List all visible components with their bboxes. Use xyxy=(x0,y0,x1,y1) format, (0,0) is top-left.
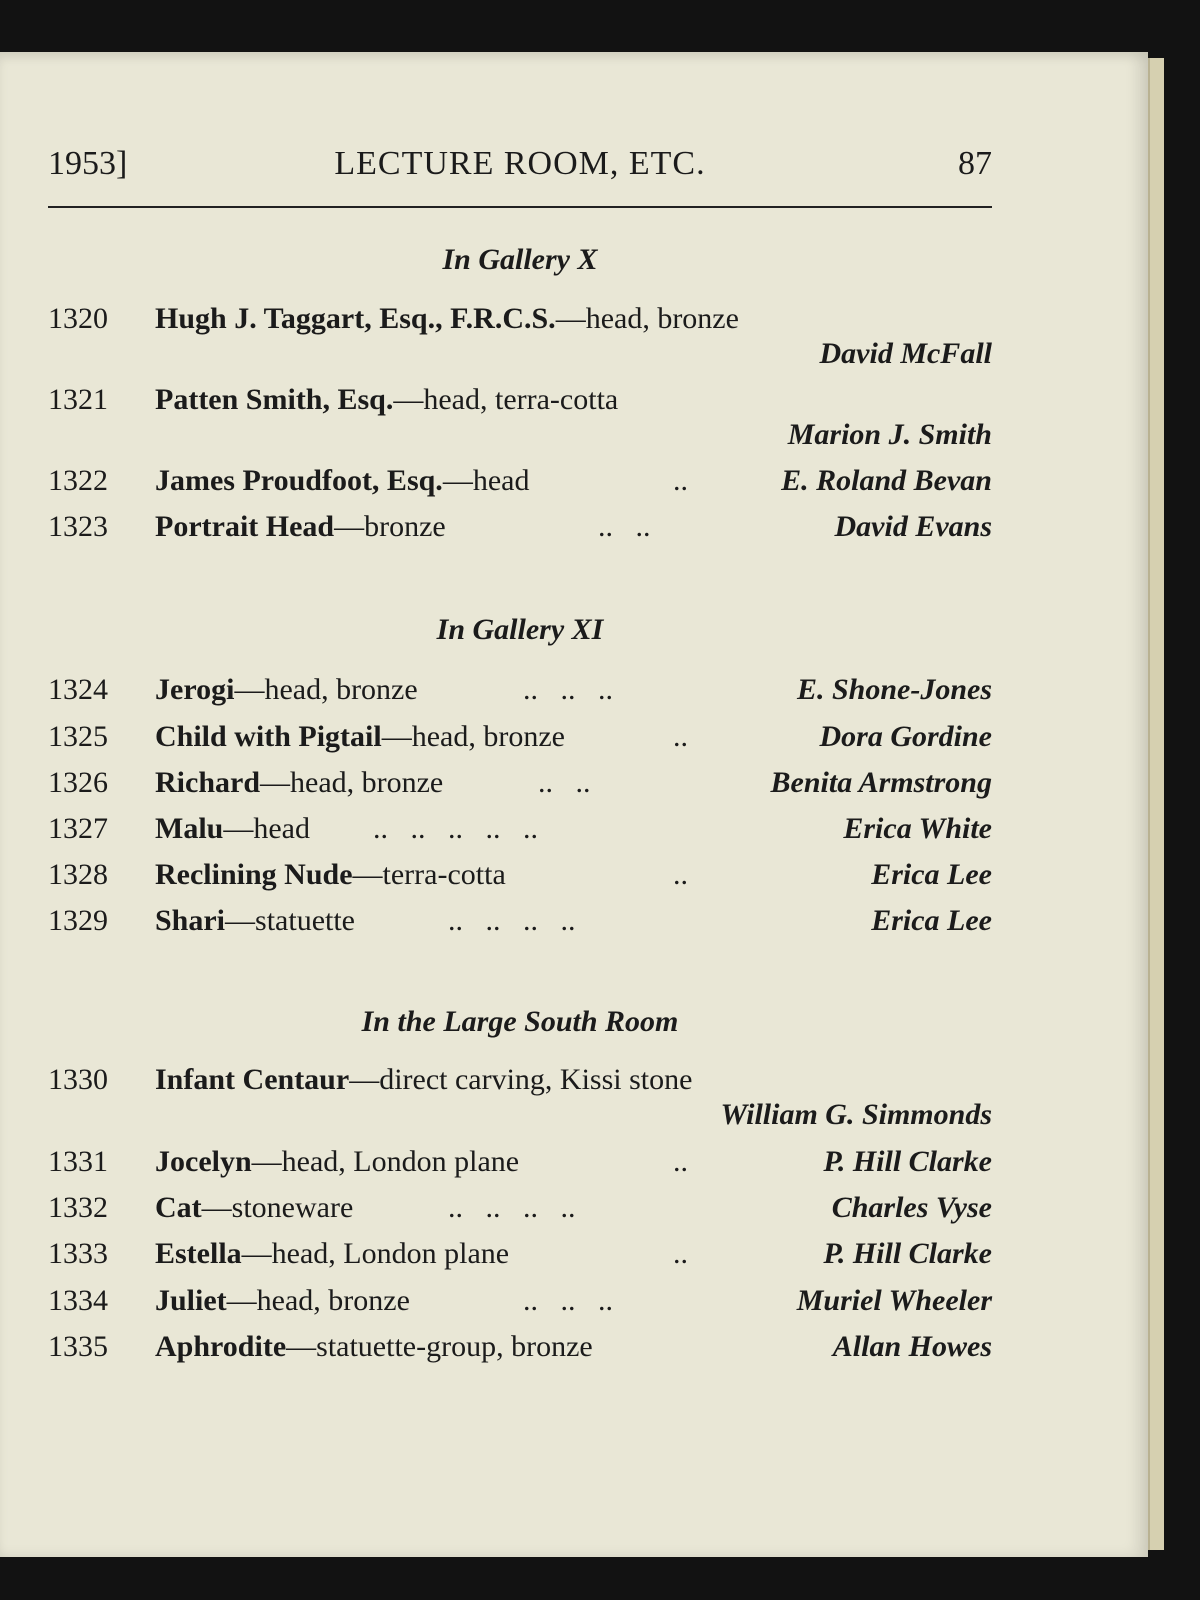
entry-1321 xyxy=(48,383,992,423)
entry-1335 xyxy=(48,1330,992,1370)
leader-dots: .. xyxy=(673,858,688,891)
entry-description xyxy=(155,510,446,544)
entry-artist: Muriel Wheeler xyxy=(796,1284,992,1317)
entry-artist: Marion J. Smith xyxy=(787,418,992,451)
entry-description xyxy=(155,1237,509,1271)
entry-number: 1332 xyxy=(48,1191,108,1224)
entry-medium: —statuette-group, bronze xyxy=(286,1330,593,1363)
entry-artist: Dora Gordine xyxy=(819,720,992,753)
entry-1333 xyxy=(48,1237,992,1277)
entry-description xyxy=(155,1284,410,1318)
entry-artist: David Evans xyxy=(834,510,992,543)
entry-title: Jocelyn xyxy=(155,1145,252,1178)
leader-dots: .. .. xyxy=(538,766,591,799)
section-title-gallery-xi: In Gallery XI xyxy=(436,613,604,646)
entry-medium: —head, bronze xyxy=(226,1284,410,1317)
entry-artist: E. Roland Bevan xyxy=(781,464,992,497)
entry-artist: Benita Armstrong xyxy=(770,766,992,799)
entry-1331 xyxy=(48,1145,992,1185)
entry-1320 xyxy=(48,302,992,342)
entry-title: Patten Smith, Esq. xyxy=(155,383,394,416)
entry-artist: David McFall xyxy=(819,337,992,370)
entry-1325 xyxy=(48,720,992,760)
page-edge xyxy=(1148,58,1164,1550)
entry-medium: —head, bronze xyxy=(260,766,444,799)
entry-artist: Erica White xyxy=(843,812,992,845)
entry-number: 1324 xyxy=(48,673,108,706)
entry-title: James Proudfoot, Esq. xyxy=(155,464,443,497)
entry-artist: Allan Howes xyxy=(832,1330,992,1363)
entry-medium: —head, London plane xyxy=(251,1145,520,1178)
entry-description xyxy=(155,812,310,846)
entry-1334 xyxy=(48,1284,992,1324)
entry-number: 1326 xyxy=(48,766,108,799)
entry-artist: P. Hill Clarke xyxy=(823,1237,992,1270)
entry-description xyxy=(155,464,529,498)
leader-dots: .. xyxy=(673,1237,688,1270)
leader-dots: .. xyxy=(673,720,688,753)
entry-title: Cat xyxy=(155,1191,202,1224)
entry-description xyxy=(155,904,355,938)
entry-medium: —terra-cotta xyxy=(352,858,506,891)
entry-medium: —head, bronze xyxy=(555,302,739,335)
entry-description xyxy=(155,720,565,754)
entry-description xyxy=(155,858,506,892)
entry-medium: —head, bronze xyxy=(234,673,418,706)
entry-title: Child with Pigtail xyxy=(155,720,382,753)
entry-description xyxy=(155,1063,692,1097)
entry-medium: —direct carving, Kissi stone xyxy=(349,1063,693,1096)
entry-number: 1330 xyxy=(48,1063,108,1096)
leader-dots: .. xyxy=(673,464,688,497)
leader-dots: .. .. .. .. .. xyxy=(373,812,538,845)
entry-description xyxy=(155,383,618,417)
entry-medium: —bronze xyxy=(334,510,446,543)
entry-1332 xyxy=(48,1191,992,1231)
entry-number: 1320 xyxy=(48,302,108,335)
leader-dots: .. .. .. xyxy=(523,1284,613,1317)
entry-number: 1325 xyxy=(48,720,108,753)
entry-number: 1335 xyxy=(48,1330,108,1363)
entry-description xyxy=(155,766,443,800)
entry-medium: —head, terra-cotta xyxy=(393,383,619,416)
entry-1326 xyxy=(48,766,992,806)
entry-medium: —head xyxy=(223,812,310,845)
leader-dots: .. .. .. .. xyxy=(448,1191,576,1224)
header-title: LECTURE ROOM, ETC. xyxy=(334,145,706,182)
entry-title: Infant Centaur xyxy=(155,1063,350,1096)
leader-dots: .. .. .. .. xyxy=(448,904,576,937)
entry-artist: Erica Lee xyxy=(871,904,992,937)
entry-1328 xyxy=(48,858,992,898)
entry-number: 1334 xyxy=(48,1284,108,1317)
entry-title: Reclining Nude xyxy=(155,858,353,891)
entry-medium: —head, London plane xyxy=(241,1237,510,1270)
entry-artist: Erica Lee xyxy=(871,858,992,891)
entry-title: Malu xyxy=(155,812,224,845)
entry-1324 xyxy=(48,673,992,713)
entry-title: Juliet xyxy=(155,1284,227,1317)
leader-dots: .. .. .. xyxy=(523,673,613,706)
entry-description xyxy=(155,673,418,707)
entry-number: 1327 xyxy=(48,812,108,845)
entry-number: 1322 xyxy=(48,464,108,497)
entry-1322 xyxy=(48,464,992,504)
entry-description xyxy=(155,1191,353,1225)
entry-number: 1331 xyxy=(48,1145,108,1178)
entry-number: 1329 xyxy=(48,904,108,937)
entry-medium: —head xyxy=(442,464,530,497)
entry-description xyxy=(155,302,739,336)
entry-title: Estella xyxy=(155,1237,242,1270)
header-year: 1953] xyxy=(48,145,128,182)
entry-title: Shari xyxy=(155,904,226,937)
entry-artist: E. Shone-Jones xyxy=(796,673,992,706)
running-header xyxy=(48,145,992,191)
entry-1329 xyxy=(48,904,992,944)
entry-title: Aphrodite xyxy=(155,1330,287,1363)
entry-1323 xyxy=(48,510,992,550)
leader-dots: .. .. xyxy=(598,510,651,543)
entry-number: 1323 xyxy=(48,510,108,543)
entry-number: 1328 xyxy=(48,858,108,891)
section-title-large-south-room: In the Large South Room xyxy=(361,1005,679,1038)
entry-description xyxy=(155,1145,519,1179)
page-number: 87 xyxy=(958,145,992,182)
entry-artist: Charles Vyse xyxy=(831,1191,992,1224)
entry-1327 xyxy=(48,812,992,852)
entry-medium: —stoneware xyxy=(201,1191,354,1224)
entry-title: Jerogi xyxy=(155,673,235,706)
entry-1330 xyxy=(48,1063,992,1103)
entry-number: 1321 xyxy=(48,383,108,416)
entry-title: Richard xyxy=(155,766,260,799)
section-title-gallery-x: In Gallery X xyxy=(442,243,598,276)
entry-medium: —statuette xyxy=(225,904,355,937)
entry-description xyxy=(155,1330,593,1364)
entry-title: Portrait Head xyxy=(155,510,335,543)
entry-artist: William G. Simmonds xyxy=(720,1098,992,1131)
header-rule xyxy=(48,206,992,208)
entry-title: Hugh J. Taggart, Esq., F.R.C.S. xyxy=(155,302,556,335)
leader-dots: .. xyxy=(673,1145,688,1178)
entry-number: 1333 xyxy=(48,1237,108,1270)
entry-artist: P. Hill Clarke xyxy=(823,1145,992,1178)
entry-medium: —head, bronze xyxy=(381,720,565,753)
